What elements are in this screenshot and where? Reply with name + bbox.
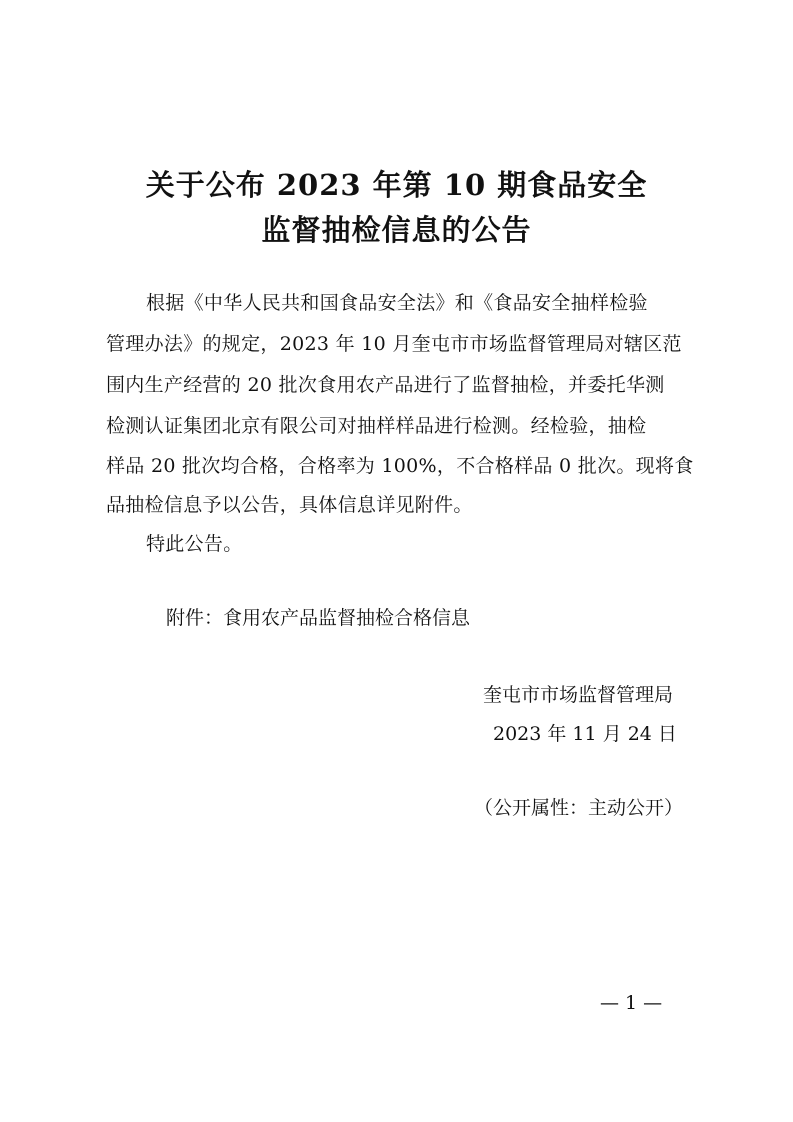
page-number: — 1 — <box>600 992 663 1014</box>
document-title-line-2: 监督抽检信息的公告 <box>261 213 532 247</box>
body-paragraph-line-4: 检测认证集团北京有限公司对抽样样品进行检测。经检验，抽检 <box>106 415 647 437</box>
attachment-line: 附件：食用农产品监督抽检合格信息 <box>166 607 471 629</box>
body-paragraph-line-5: 样品 20 批次均合格，合格率为 100%，不合格样品 0 批次。现将食 <box>106 455 694 477</box>
document-title-line-1: 关于公布 2023 年第 10 期食品安全 <box>145 168 648 202</box>
body-paragraph-line-1: 根据《中华人民共和国食品安全法》和《食品安全抽样检验 <box>146 292 648 314</box>
body-paragraph-line-3: 围内生产经营的 20 批次食用农产品进行了监督抽检，并委托华测 <box>106 374 665 396</box>
disclosure-attribute: （公开属性：主动公开） <box>474 797 684 819</box>
issue-date: 2023 年 11 月 24 日 <box>493 723 677 745</box>
closing-line: 特此公告。 <box>146 533 243 555</box>
body-paragraph-line-2: 管理办法》的规定，2023 年 10 月奎屯市市场监督管理局对辖区范 <box>106 333 682 355</box>
issuer-name: 奎屯市市场监督管理局 <box>483 684 674 706</box>
body-paragraph-line-6: 品抽检信息予以公告，具体信息详见附件。 <box>106 494 473 516</box>
